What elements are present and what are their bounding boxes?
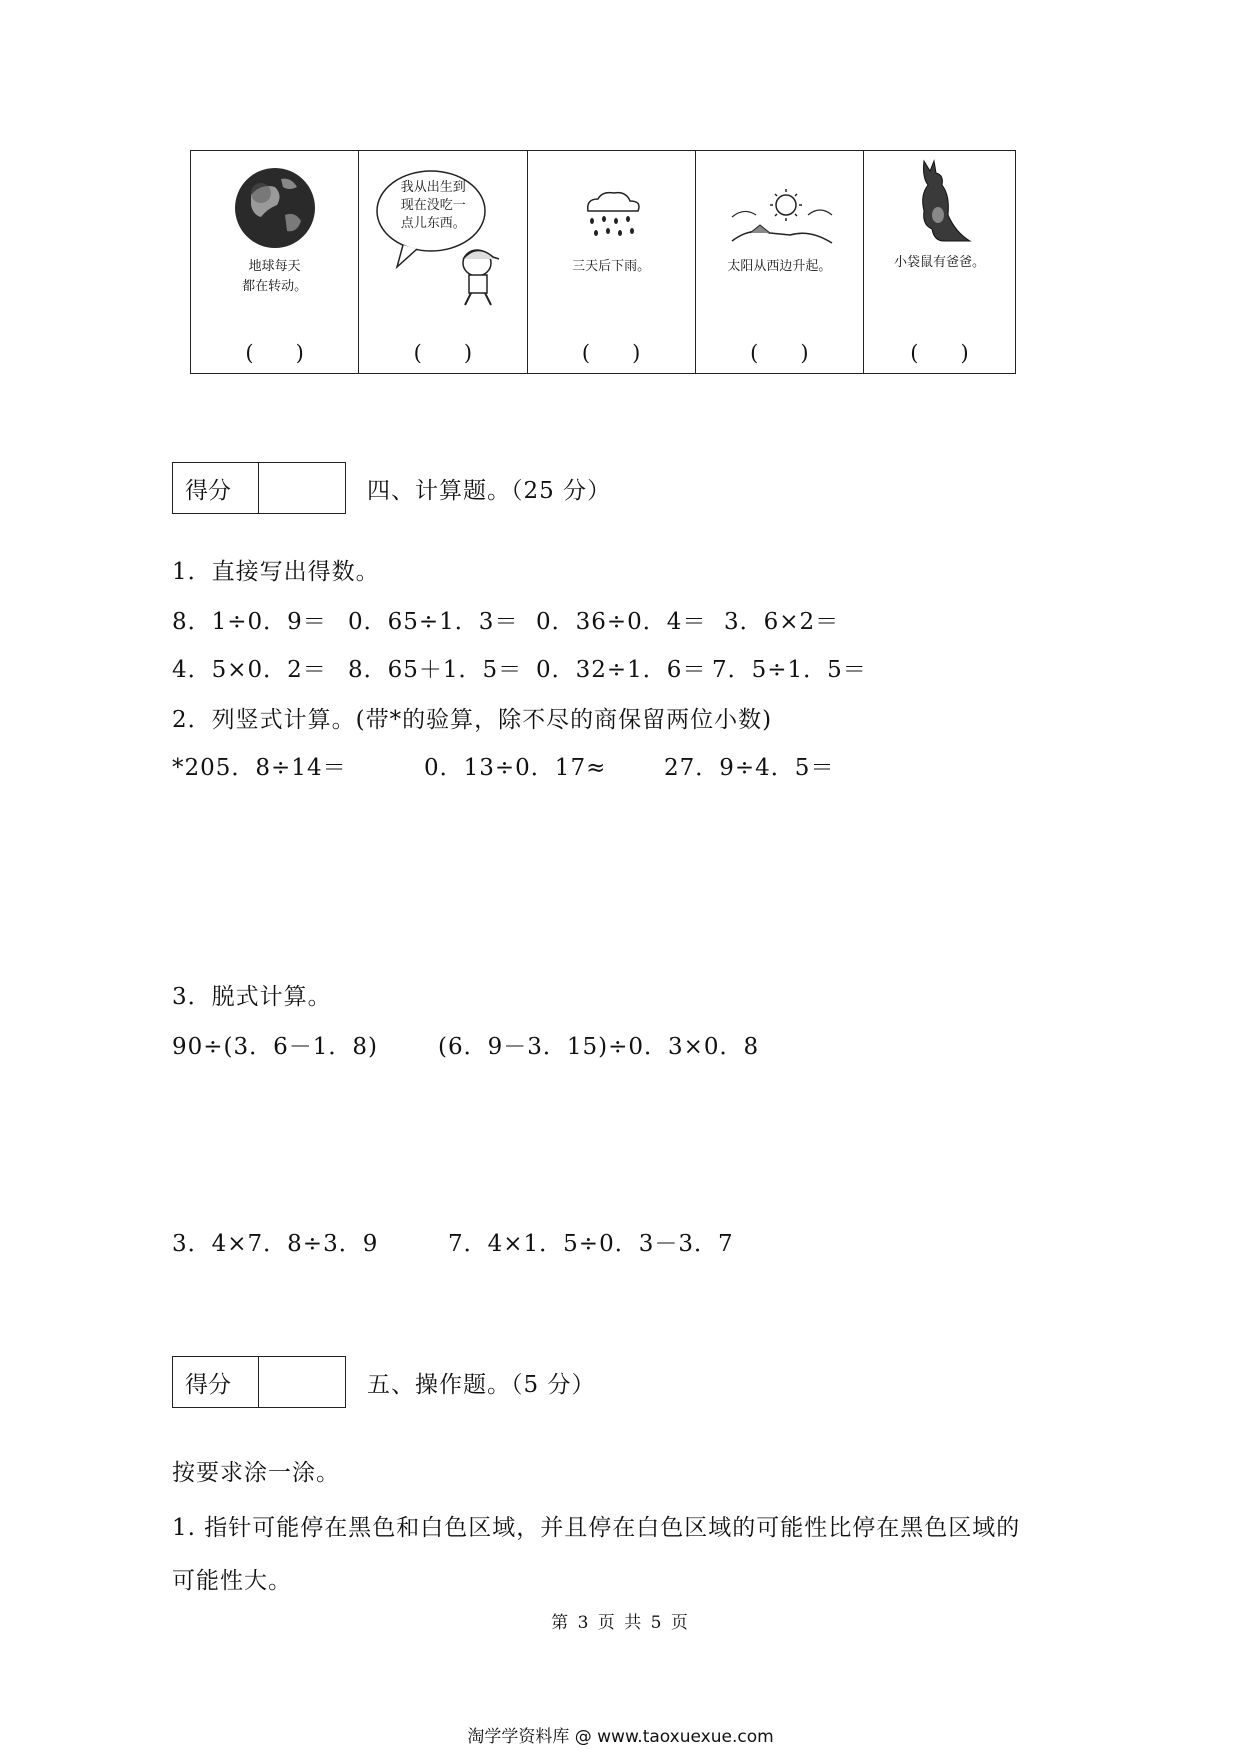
q3-item: 3．4×7．8÷3．9 xyxy=(172,1231,379,1257)
rain-cloud-icon xyxy=(580,191,644,245)
picture-judgement-table xyxy=(190,150,1016,374)
answer-blank-5[interactable]: ( ) xyxy=(910,341,969,365)
q1-item: 8．1÷0．9＝ xyxy=(172,609,327,635)
section5-intro: 按要求涂一涂。 xyxy=(172,1460,340,1486)
q2-item: *205．8÷14＝ xyxy=(172,755,347,781)
q1-item: 0．32÷1．6＝ xyxy=(536,657,707,683)
page-footer: 第 3 页 共 5 页 xyxy=(551,1613,690,1633)
q1-item: 4．5×0．2＝ xyxy=(172,657,327,683)
q3-item: (6．9－3．15)÷0．3×0．8 xyxy=(438,1034,760,1060)
picture-cell-boy xyxy=(358,151,526,373)
caption-earth: 地球每天 都在转动。 xyxy=(242,259,308,294)
caption-kangaroo: 小袋鼠有爸爸。 xyxy=(893,255,985,270)
picture-cell-rain xyxy=(527,151,695,373)
score-label: 得分 xyxy=(173,1357,259,1407)
picture-cell-sunrise xyxy=(695,151,863,373)
q1-item: 0．36÷0．4＝ xyxy=(536,609,707,635)
answer-blank-4[interactable]: ( ) xyxy=(750,341,809,365)
kangaroo-icon xyxy=(904,155,974,247)
q1-title: 1．直接写出得数。 xyxy=(172,559,380,585)
score-label: 得分 xyxy=(173,463,259,513)
q1-item: 3．6×2＝ xyxy=(724,609,840,635)
picture-cell-earth xyxy=(191,151,358,373)
boy-with-cap-icon xyxy=(463,250,499,305)
sunrise-icon xyxy=(730,189,834,249)
caption-sunrise: 太阳从西边升起。 xyxy=(727,259,832,274)
caption-rain: 三天后下雨。 xyxy=(572,259,651,274)
q1-item: 0．65÷1．3＝ xyxy=(348,609,519,635)
answer-blank-3[interactable]: ( ) xyxy=(581,341,641,365)
section4-title: 四、计算题。（25 分） xyxy=(367,478,612,504)
section5-q1-line2: 可能性大。 xyxy=(172,1568,292,1594)
watermark: 淘学学资料库 @ www.taoxuexue.com xyxy=(467,1727,774,1747)
score-box-section4 xyxy=(172,462,346,514)
section5-q1-line1: 1. 指针可能停在黑色和白色区域，并且停在白色区域的可能性比停在黑色区域的 xyxy=(172,1515,1021,1541)
score-input[interactable] xyxy=(259,463,345,513)
earth-globe-icon xyxy=(231,165,319,251)
q3-title: 3．脱式计算。 xyxy=(172,984,332,1010)
picture-cell-kangaroo xyxy=(863,151,1015,373)
answer-blank-1[interactable]: ( ) xyxy=(245,341,304,365)
q2-title: 2．列竖式计算。(带*的验算，除不尽的商保留两位小数) xyxy=(172,707,773,733)
speech-text: 我从出生到 现在没吃一 点儿东西。 xyxy=(400,180,466,231)
score-box-section5 xyxy=(172,1356,346,1408)
q2-item: 0．13÷0．17≈ xyxy=(424,755,607,781)
q1-item: 8．65＋1．5＝ xyxy=(348,657,523,683)
q3-item: 90÷(3．6－1．8) xyxy=(172,1034,379,1060)
answer-blank-2[interactable]: ( ) xyxy=(413,341,473,365)
q2-item: 27．9÷4．5＝ xyxy=(664,755,835,781)
score-input[interactable] xyxy=(259,1357,345,1407)
section5-title: 五、操作题。（5 分） xyxy=(367,1372,596,1398)
q1-item: 7．5÷1．5＝ xyxy=(712,657,867,683)
q3-item: 7．4×1．5÷0．3－3．7 xyxy=(448,1231,734,1257)
